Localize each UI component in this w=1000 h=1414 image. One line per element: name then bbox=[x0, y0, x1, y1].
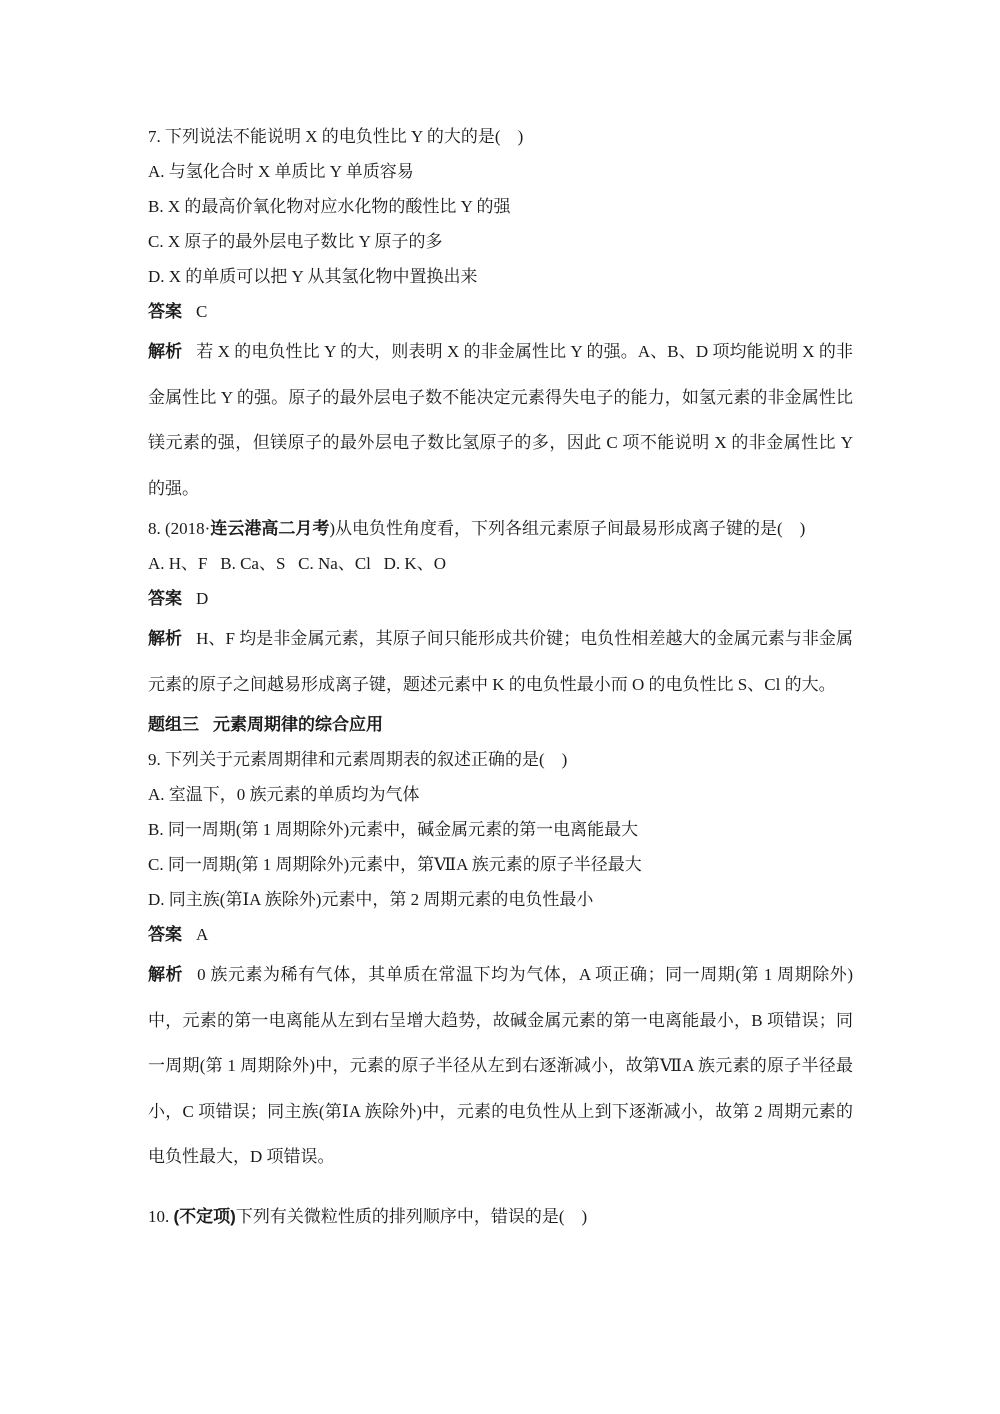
answer-label: 答案 bbox=[148, 589, 182, 608]
text-run: 下列有关微粒性质的排列顺序中，错误的是( ) bbox=[235, 1206, 588, 1226]
question-8-stem bbox=[148, 511, 853, 546]
text-run: D. 同主族(第ⅠA 族除外)元素中，第 2 周期元素的电负性最小 bbox=[148, 890, 594, 909]
text-run: 8. (2018· bbox=[148, 519, 211, 538]
question-10-stem bbox=[148, 1199, 853, 1234]
analysis-label: 解析 bbox=[148, 342, 183, 361]
text-run: 9. 下列关于元素周期律和元素周期表的叙述正确的是( ) bbox=[148, 750, 568, 769]
heading-title: 元素周期律的综合应用 bbox=[213, 715, 383, 734]
question-7-option-d bbox=[148, 259, 853, 294]
question-7-option-b bbox=[148, 189, 853, 224]
text-run: A. 与氢化合时 X 单质比 Y 单质容易 bbox=[148, 162, 414, 181]
answer-value: D bbox=[196, 589, 209, 608]
question-8-options-row bbox=[148, 546, 853, 581]
text-run: B. X 的最高价氧化物对应水化物的酸性比 Y 的强 bbox=[148, 197, 511, 216]
text-run: )从电负性角度看，下列各组元素原子间最易形成离子键的是( ) bbox=[329, 519, 806, 538]
text-run: C. 同一周期(第 1 周期除外)元素中，第ⅦA 族元素的原子半径最大 bbox=[148, 855, 642, 874]
text-run: 10. bbox=[148, 1206, 174, 1226]
question-9-stem bbox=[148, 742, 853, 777]
source-note: 连云港高二月考 bbox=[210, 519, 330, 538]
question-7-analysis bbox=[148, 329, 853, 511]
text-run: D. X 的单质可以把 Y 从其氢化物中置换出来 bbox=[148, 267, 478, 286]
question-7-option-c bbox=[148, 224, 853, 259]
answer-label: 答案 bbox=[148, 925, 182, 944]
topic-group-heading bbox=[148, 707, 853, 742]
text-run: A. 室温下，0 族元素的单质均为气体 bbox=[148, 785, 420, 804]
heading-number: 题组三 bbox=[148, 715, 199, 734]
question-9-analysis bbox=[148, 952, 853, 1180]
analysis-text: 若 X 的电负性比 Y 的大，则表明 X 的非金属性比 Y 的强。A、B、D 项均能说明 X 的非金属性比 Y 的强。原子的最外层电子数不能决定元素得失电子的能力，如氢元素的非金属性比镁元素的强，但镁原子的最外层电子数比氢原子的多，因此 C 项不能说明 X 的非金属性比 Y 的强。 bbox=[148, 342, 854, 498]
question-7-answer bbox=[148, 294, 853, 329]
text-run: B. 同一周期(第 1 周期除外)元素中，碱金属元素的第一电离能最大 bbox=[148, 820, 639, 839]
question-9-option-b bbox=[148, 812, 853, 847]
answer-label: 答案 bbox=[148, 302, 182, 321]
question-8-answer bbox=[148, 581, 853, 616]
text-run: A. H、F B. Ca、S C. Na、Cl D. K、O bbox=[148, 554, 446, 573]
question-type-note: (不定项) bbox=[173, 1206, 236, 1226]
analysis-label: 解析 bbox=[148, 629, 183, 648]
analysis-text: 0 族元素为稀有气体，其单质在常温下均为气体，A 项正确；同一周期(第 1 周期除外)中，元素的第一电离能从左到右呈增大趋势，故碱金属元素的第一电离能最小，B 项错误；同一周期(第 1 周期除外)中，元素的原子半径从左到右逐渐减小，故第ⅦA 族元素的原子半径最小，C 项错误；同主族(第ⅠA 族除外)中，元素的电负性从上到下逐渐减小，故第 2 周期元素的电负性最大，D 项错误。 bbox=[148, 965, 853, 1166]
question-9-answer bbox=[148, 917, 853, 952]
analysis-text: H、F 均是非金属元素，其原子间只能形成共价键；电负性相差越大的金属元素与非金属元素的原子之间越易形成离子键，题述元素中 K 的电负性最小而 O 的电负性比 S、Cl 的大。 bbox=[148, 629, 854, 694]
question-7-option-a bbox=[148, 154, 853, 189]
analysis-label: 解析 bbox=[148, 965, 184, 984]
question-9-option-a bbox=[148, 777, 853, 812]
text-run: 7. 下列说法不能说明 X 的电负性比 Y 的大的是( ) bbox=[148, 127, 524, 146]
answer-value: A bbox=[196, 925, 209, 944]
question-9-option-d bbox=[148, 882, 853, 917]
document-body bbox=[148, 119, 853, 1234]
question-9-option-c bbox=[148, 847, 853, 882]
answer-value: C bbox=[196, 302, 208, 321]
question-8-analysis bbox=[148, 616, 853, 707]
question-7-stem bbox=[148, 119, 853, 154]
text-run: C. X 原子的最外层电子数比 Y 原子的多 bbox=[148, 232, 443, 251]
